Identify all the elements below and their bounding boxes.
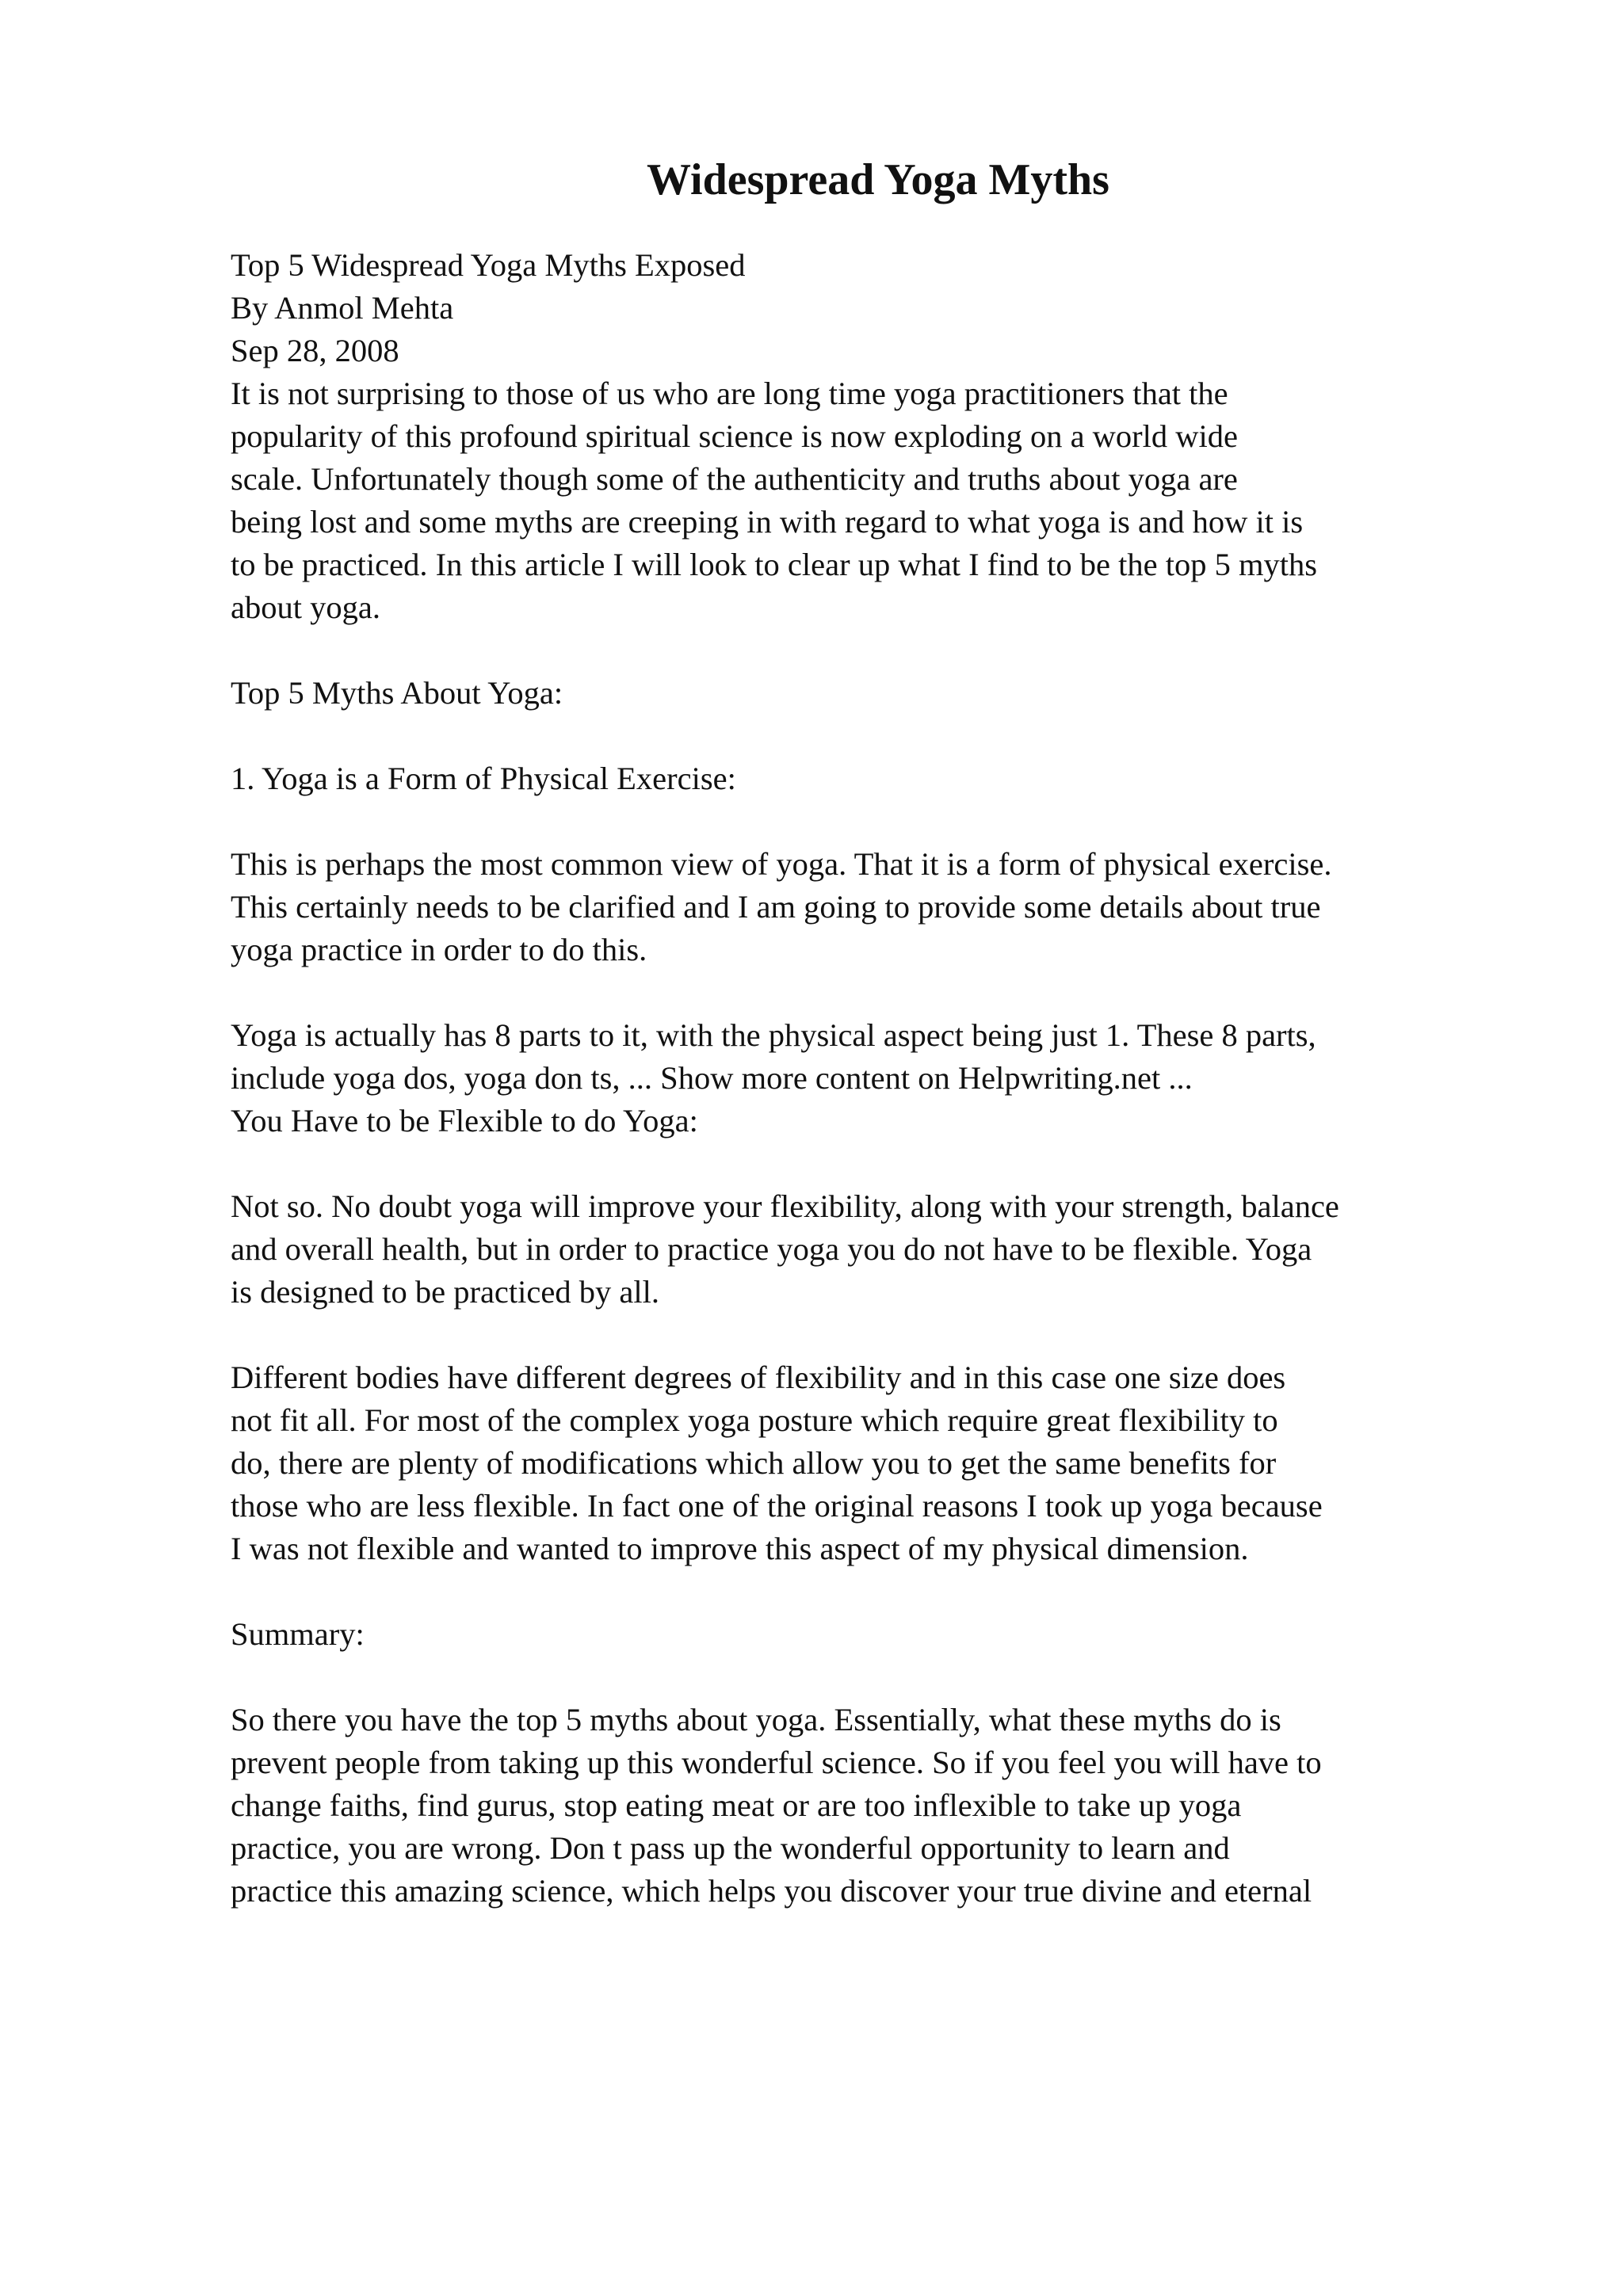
document-title: Widespread Yoga Myths — [647, 155, 1109, 204]
intro-line: popularity of this profound spiritual science is now exploding on a world wide — [231, 418, 1239, 454]
paragraph-1-line: yoga practice in order to do this. — [231, 932, 647, 967]
paragraph-gap — [231, 1570, 1594, 1613]
document-body — [231, 244, 1594, 1913]
paragraph-4-line: do, there are plenty of modifications which allow you to get the same benefits for — [231, 1445, 1277, 1481]
intro-line: to be practiced. In this article I will look to clear up what I find to be the top 5 myths — [231, 547, 1318, 582]
article-subtitle: Top 5 Widespread Yoga Myths Exposed — [231, 247, 746, 283]
paragraph-2-line: Yoga is actually has 8 parts to it, with the physical aspect being just 1. These 8 parts, — [231, 1017, 1316, 1053]
summary-line: practice this amazing science, which helps you discover your true divine and eternal — [231, 1873, 1312, 1909]
paragraph-2-line: include yoga dos, yoga don ts, ... Show more content on Helpwriting.net ... — [231, 1060, 1193, 1096]
article-date: Sep 28, 2008 — [231, 333, 399, 368]
paragraph-4-line: Different bodies have different degrees of flexibility and in this case one size does — [231, 1360, 1286, 1395]
summary-line: practice, you are wrong. Don t pass up the wonderful opportunity to learn and — [231, 1830, 1230, 1866]
intro-line: about yoga. — [231, 589, 380, 625]
myths-heading: Top 5 Myths About Yoga: — [231, 675, 563, 711]
paragraph-gap — [231, 1314, 1594, 1356]
myth-1-heading: 1. Yoga is a Form of Physical Exercise: — [231, 761, 736, 796]
paragraph-1-line: This certainly needs to be clarified and I am going to provide some details about true — [231, 889, 1321, 925]
paragraph-4-line: I was not flexible and wanted to improve this aspect of my physical dimension. — [231, 1531, 1249, 1566]
paragraph-4-line: not fit all. For most of the complex yoga posture which require great flexibility to — [231, 1402, 1278, 1438]
summary-line: prevent people from taking up this wonderful science. So if you feel you will have to — [231, 1745, 1322, 1780]
paragraph-gap — [231, 1142, 1594, 1185]
summary-line: So there you have the top 5 myths about yoga. Essentially, what these myths do is — [231, 1702, 1281, 1737]
intro-line: It is not surprising to those of us who are long time yoga practitioners that the — [231, 376, 1228, 411]
article-author: By Anmol Mehta — [231, 290, 454, 326]
myth-2-heading: You Have to be Flexible to do Yoga: — [231, 1103, 698, 1138]
intro-line: scale. Unfortunately though some of the authenticity and truths about yoga are — [231, 461, 1238, 497]
summary-line: change faiths, find gurus, stop eating meat or are too inflexible to take up yoga — [231, 1787, 1242, 1823]
paragraph-gap — [231, 1656, 1594, 1699]
paragraph-4-line: those who are less flexible. In fact one of the original reasons I took up yoga because — [231, 1488, 1323, 1524]
paragraph-3-line: and overall health, but in order to practice yoga you do not have to be flexible. Yoga — [231, 1231, 1312, 1267]
paragraph-gap — [231, 800, 1594, 843]
paragraph-gap — [231, 629, 1594, 672]
summary-heading: Summary: — [231, 1616, 365, 1652]
paragraph-3-line: Not so. No doubt yoga will improve your flexibility, along with your strength, balance — [231, 1188, 1339, 1224]
paragraph-1-line: This is perhaps the most common view of yoga. That it is a form of physical exercise. — [231, 846, 1332, 882]
paragraph-gap — [231, 715, 1594, 757]
paragraph-3-line: is designed to be practiced by all. — [231, 1274, 659, 1310]
intro-line: being lost and some myths are creeping in with regard to what yoga is and how it is — [231, 504, 1304, 540]
paragraph-gap — [231, 971, 1594, 1014]
